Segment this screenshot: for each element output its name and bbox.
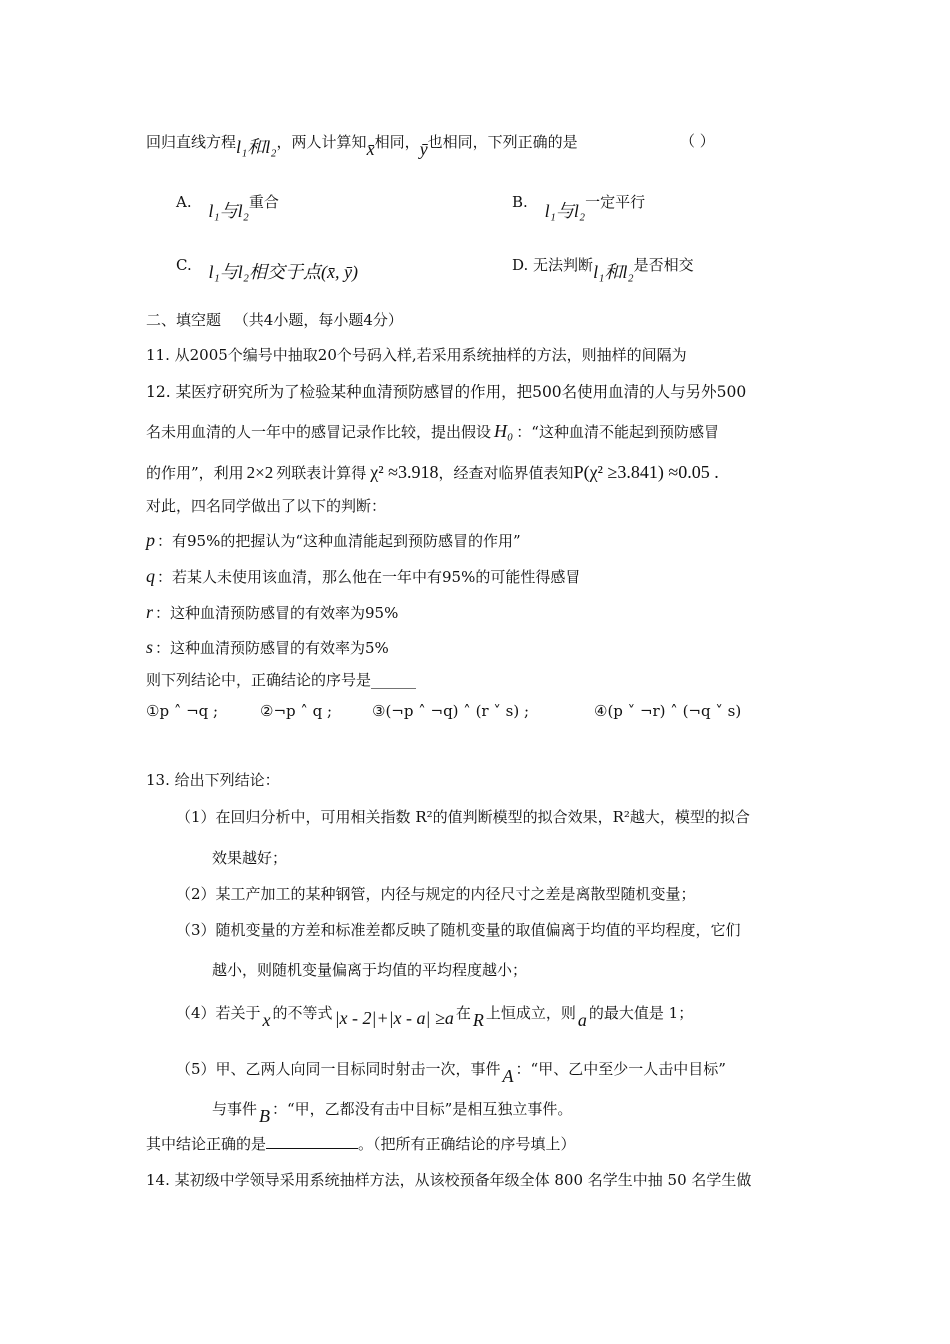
q13-item1-a: （1）在回归分析中，可用相关指数 R²的值判断模型的拟合效果，R²越大，模型的拟合 xyxy=(176,808,750,826)
q10-stem-a: 回归直线方程 xyxy=(146,133,237,151)
q13-item4-a: （4）若关于 xyxy=(176,1004,261,1022)
judgment-var: q xyxy=(146,566,155,586)
judgment-text: ：这种血清预防感冒的有效率为95% xyxy=(155,604,399,622)
option-text: 重合 xyxy=(248,193,279,211)
q13-item5-a xyxy=(176,1058,726,1086)
option-math: l₁与l₂ xyxy=(208,201,249,221)
q10-xbar: x̄ xyxy=(366,139,375,159)
q10-paren: （ ） xyxy=(680,132,715,150)
q13-conclusion-a: 其中结论正确的是 xyxy=(146,1135,267,1153)
q13-item3-b: 越小，则随机变量偏离于均值的平均程度越小； xyxy=(212,961,528,979)
answer-blank[interactable] xyxy=(266,1134,358,1149)
q13-item4-c: 的不等式 xyxy=(272,1004,333,1022)
q13-item5-b xyxy=(212,1098,573,1126)
q12-conclusion: 则下列结论中，正确结论的序号是______ xyxy=(146,671,417,689)
q10-stem-c: ，两人计算知 xyxy=(276,133,367,151)
q10-option-b xyxy=(512,191,646,221)
section-note: （共4小题，每小题4分） xyxy=(233,311,403,329)
judgment-text: ：这种血清预防感冒的有效率为5% xyxy=(155,639,389,657)
q13-item4 xyxy=(176,1002,694,1030)
q13-event-a: A xyxy=(502,1066,514,1086)
judgment-var: p xyxy=(146,530,155,550)
q13-item2: （2）某工产加工的某种钢管，内径与规定的内径尺寸之差是离散型随机变量； xyxy=(176,885,696,903)
q12-probability: P(χ² ≥3.841) ≈0.05 . xyxy=(573,462,719,482)
q10-option-c xyxy=(176,254,358,282)
q12-chi-value: χ² ≈3.918 xyxy=(370,462,439,482)
q12-line3-a: 的作用”，利用 xyxy=(146,464,244,482)
q13-var-x: x xyxy=(262,1010,271,1030)
option-key: C. xyxy=(176,256,192,274)
option-text: 无法判断 xyxy=(533,256,594,274)
q13-item4-i: 的最大值是 1； xyxy=(588,1004,694,1022)
q12-judgment-s xyxy=(146,637,389,658)
q13-item3-a: （3）随机变量的方差和标准差都反映了随机变量的取值偏离于均值的平均程度，它们 xyxy=(176,921,741,939)
q13-item4-e: 在 xyxy=(455,1004,471,1022)
q10-lines: l₁和l₂ xyxy=(236,137,277,157)
q13-inequality: |x - 2|+|x - a| ≥a xyxy=(334,1008,454,1028)
option-math: l₁和l₂ xyxy=(593,262,634,282)
q11: 11. 从2005个编号中抽取20个号码入样,若采用系统抽样的方法，则抽样的间隔为 xyxy=(146,346,687,364)
q12-choice-2: ②¬p ˄ q ; xyxy=(260,702,333,720)
q12-table-size: 2×2 xyxy=(246,463,274,482)
q13-item1-b: 效果越好； xyxy=(212,849,288,867)
q10-option-a xyxy=(176,191,279,221)
q13-event-b: B xyxy=(259,1106,271,1126)
q13-item5-text-c: ：“甲、乙中至少一人击中目标” xyxy=(515,1060,726,1078)
q13-conclusion xyxy=(146,1134,576,1154)
q10-stem xyxy=(146,131,578,159)
q10-stem-g: 也相同，下列正确的是 xyxy=(427,133,578,151)
judgment-text: ：若某人未使用该血清，那么他在一年中有95%的可能性得感冒 xyxy=(157,568,581,586)
q12-line3-e: ，经查对临界值表知 xyxy=(438,464,574,482)
option-key: A. xyxy=(176,193,192,211)
q12-judgment-q xyxy=(146,566,580,587)
q12-judgment-r xyxy=(146,602,398,623)
option-key: D. xyxy=(512,256,529,274)
q10-option-d xyxy=(512,254,694,282)
q13-item5-text-d: 与事件 xyxy=(212,1100,258,1118)
q13-var-a: a xyxy=(577,1010,587,1030)
q12-line2-a: 名未用血清的人一年中的感冒记录作比较，提出假设 xyxy=(146,423,492,441)
section-title xyxy=(146,310,403,330)
section-title-text: 二、填空题 xyxy=(146,311,222,329)
q13-item5-text-f: ：“甲，乙都没有击中目标”是相互独立事件。 xyxy=(272,1100,573,1118)
q12-line3-c: 列联表计算得 xyxy=(276,464,367,482)
q12-h0: H₀ xyxy=(494,421,514,441)
q10-ybar: ȳ xyxy=(419,139,428,159)
q12-choice-3: ③(¬p ˄ ¬q) ˄ (r ˅ s) ; xyxy=(372,702,529,720)
option-key: B. xyxy=(512,193,528,211)
judgment-var: s xyxy=(146,637,154,657)
q12-line4: 对此，四名同学做出了以下的判断： xyxy=(146,497,387,515)
option-math: l₁与l₂ xyxy=(544,201,586,221)
q12-line1: 12. 某医疗研究所为了检验某种血清预防感冒的作用，把500名使用血清的人与另外500 xyxy=(146,383,747,401)
q12-line2 xyxy=(146,421,719,442)
q12-choice-4: ④(p ˅ ¬r) ˄ (¬q ˅ s) xyxy=(594,702,742,720)
q12-choice-1: ①p ˄ ¬q ; xyxy=(146,702,219,720)
q12-line2-c: ：“这种血清不能起到预防感冒 xyxy=(516,423,719,441)
option-text: 一定平行 xyxy=(585,193,646,211)
q13-var-r: R xyxy=(472,1010,484,1030)
q13-item5-text-a: （5）甲、乙两人向同一目标同时射击一次，事件 xyxy=(176,1060,501,1078)
option-math: l₁与l₂相交于点(x̄, ȳ) xyxy=(208,262,358,282)
judgment-text: ：有95%的把握认为“这种血清能起到预防感冒的作用” xyxy=(157,532,521,550)
q14: 14. 某初级中学领导采用系统抽样方法，从该校预备年级全体 800 名学生中抽 50 名学生做 xyxy=(146,1171,752,1189)
q12-judgment-p xyxy=(146,530,521,551)
q10-stem-e: 相同， xyxy=(374,133,420,151)
q12-line3 xyxy=(146,462,719,483)
judgment-var: r xyxy=(146,602,154,622)
q13-title: 13. 给出下列结论： xyxy=(146,771,280,789)
q13-item4-g: 上恒成立，则 xyxy=(485,1004,576,1022)
option-text-2: 是否相交 xyxy=(633,256,694,274)
q13-conclusion-b: 。（把所有正确结论的序号填上） xyxy=(358,1135,576,1153)
